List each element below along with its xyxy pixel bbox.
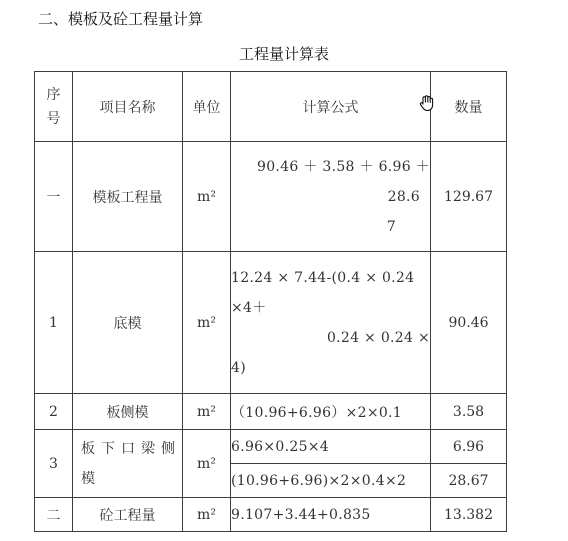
row-qty: 6.96 (431, 430, 507, 464)
row-unit: m² (183, 142, 231, 252)
row-item: 模板工程量 (73, 142, 183, 252)
formula-line: 4) (231, 359, 246, 376)
row-qty: 13.382 (431, 498, 507, 532)
header-unit: 单位 (183, 72, 231, 142)
row-item: 底模 (73, 252, 183, 394)
header-seq (35, 72, 73, 142)
item-line: 模 (81, 470, 95, 487)
header-seq-label: 序号 (46, 86, 61, 127)
formula-line: ×4＋ (231, 299, 267, 316)
row-seq: 1 (35, 252, 73, 394)
calculation-table (34, 71, 507, 532)
row-qty: 3.58 (431, 394, 507, 430)
row-formula: （10.96+6.96）×2×0.1 (231, 394, 431, 430)
header-qty: 数量 (431, 72, 507, 142)
row-unit: m² (183, 498, 231, 532)
row-seq: 3 (35, 430, 73, 498)
row-unit: m² (183, 394, 231, 430)
formula-line: 12.24 × 7.44-(0.4 × 0.24 (231, 269, 415, 286)
row-item: 砼工程量 (73, 498, 183, 532)
item-line: 板下口梁侧 (81, 440, 181, 457)
formula-line: 90.46 ＋ 3.58 ＋ 6.96 ＋ (257, 158, 430, 175)
row-seq: 二 (35, 498, 73, 532)
row-qty: 90.46 (431, 252, 507, 394)
row-formula: (10.96+6.96)×2×0.4×2 (231, 464, 431, 498)
table-row (35, 394, 507, 430)
table-row (35, 142, 507, 252)
row-formula (231, 142, 431, 252)
row-qty: 129.67 (431, 142, 507, 252)
row-formula: 9.107+3.44+0.835 (231, 498, 431, 532)
table-title: 工程量计算表 (238, 45, 329, 63)
formula-line: 7 (386, 218, 396, 235)
row-seq: 2 (35, 394, 73, 430)
table-row (35, 430, 507, 464)
table-row (35, 498, 507, 532)
row-formula: 6.96×0.25×4 (231, 430, 431, 464)
row-unit: m² (183, 430, 231, 498)
formula-line: 28.6 (387, 188, 420, 205)
section-heading: 二、模板及砼工程量计算 (38, 10, 204, 28)
table-row (35, 252, 507, 394)
row-item (73, 430, 183, 498)
header-item: 项目名称 (73, 72, 183, 142)
row-qty: 28.67 (431, 464, 507, 498)
formula-line: 0.24 × 0.24 × (326, 329, 430, 346)
row-item: 板侧模 (73, 394, 183, 430)
row-unit: m² (183, 252, 231, 394)
hand-cursor-icon (418, 94, 436, 112)
row-seq: 一 (35, 142, 73, 252)
row-formula (231, 252, 431, 394)
header-formula: 计算公式 (231, 72, 431, 142)
